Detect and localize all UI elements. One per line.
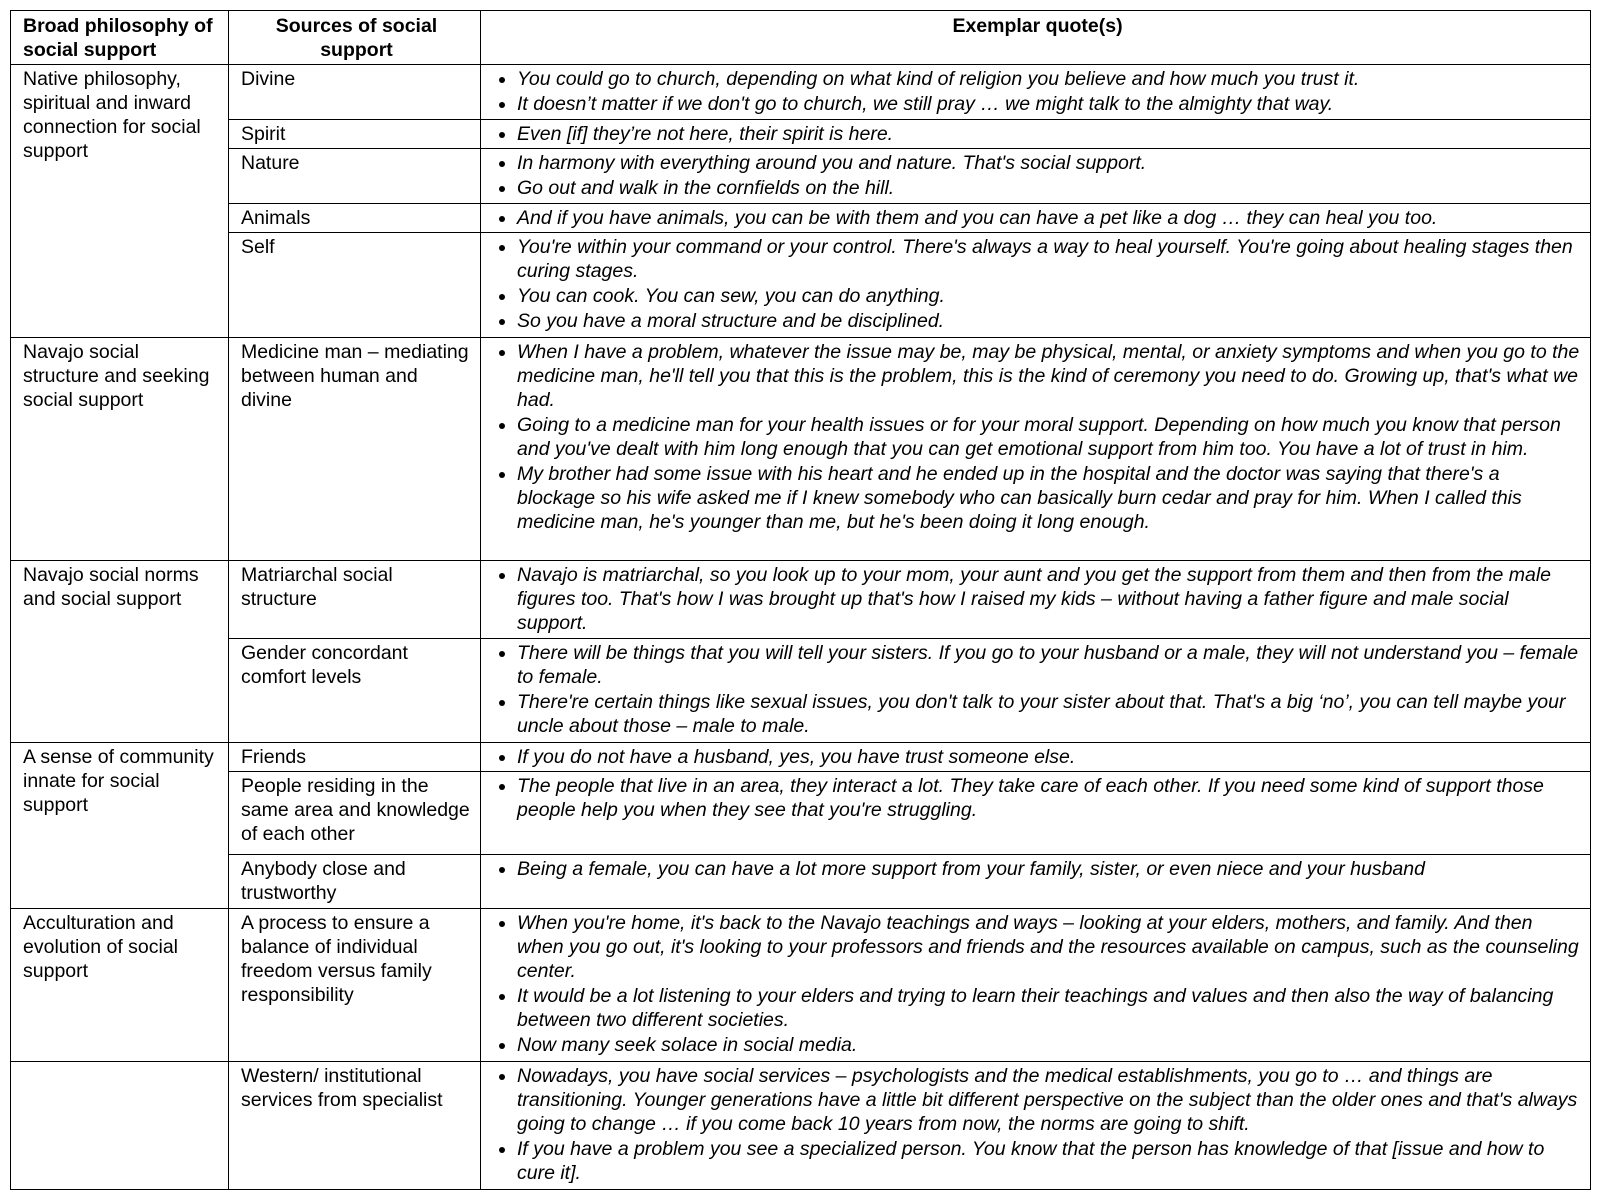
table-row (11, 908, 1591, 1061)
quote-item: • Go out and walk in the cornfields on the hill. (517, 176, 1582, 200)
source-cell: Nature (229, 149, 481, 204)
quote-item: • When I have a problem, whatever the issue may be, may be physical, mental, or anxiety symptoms and when you go to the medicine man, he'll tell you that this is the problem, this is the kind of ceremony you need to do. Growing up, that's what we had. (517, 340, 1582, 412)
quote-list (493, 911, 1582, 1057)
quote-item: • So you have a moral structure and be disciplined. (517, 309, 1582, 333)
quotes-cell (481, 203, 1591, 232)
header-broad-philosophy: Broad philosophy of social support (11, 11, 229, 65)
quote-list (493, 774, 1582, 822)
quote-item: • Even [if] they’re not here, their spirit is here. (517, 122, 1582, 146)
quotes-cell (481, 561, 1591, 639)
philosophy-cell (11, 1062, 229, 1190)
quote-list (493, 67, 1582, 116)
source-cell: Self (229, 233, 481, 337)
table-row (11, 233, 1591, 337)
quote-item: • Being a female, you can have a lot more support from your family, sister, or even niece and your husband (517, 857, 1582, 881)
table-row (11, 65, 1591, 120)
quote-item: • You're within your command or your control. There's always a way to heal yourself. You're going about healing stages then curing stages. (517, 235, 1582, 283)
quote-item: • You could go to church, depending on what kind of religion you believe and how much you trust it. (517, 67, 1582, 91)
table-row (11, 639, 1591, 742)
header-exemplar-quotes: Exemplar quote(s) (481, 11, 1591, 65)
quote-list (493, 857, 1582, 881)
source-cell: Animals (229, 203, 481, 232)
table-body (11, 65, 1591, 1190)
table-row (11, 1062, 1591, 1190)
philosophy-cell: Acculturation and evolution of social support (11, 908, 229, 1061)
quote-item: • There will be things that you will tell your sisters. If you go to your husband or a male, they will not understand you – female to female. (517, 641, 1582, 689)
quote-item: • Navajo is matriarchal, so you look up to your mom, your aunt and you get the support from them and then from the male figures too. That's how I was brought up that's how I raised my kids – without having a father figure and male social support. (517, 563, 1582, 635)
table-row (11, 149, 1591, 204)
quotes-cell (481, 639, 1591, 742)
header-row (11, 11, 1591, 65)
table-row (11, 855, 1591, 909)
quote-list (493, 235, 1582, 333)
quote-item: • If you do not have a husband, yes, you have trust someone else. (517, 745, 1582, 769)
quotes-cell (481, 119, 1591, 148)
table-row (11, 742, 1591, 771)
quote-list (493, 1064, 1582, 1185)
table-row (11, 771, 1591, 854)
social-support-table (10, 10, 1591, 1190)
source-cell: Western/ institutional services from specialist (229, 1062, 481, 1190)
philosophy-cell: Navajo social structure and seeking social support (11, 337, 229, 560)
source-cell: Spirit (229, 119, 481, 148)
source-cell: Friends (229, 742, 481, 771)
source-cell: A process to ensure a balance of individual freedom versus family responsibility (229, 908, 481, 1061)
quote-item: • It would be a lot listening to your elders and trying to learn their teachings and values and then also the way of balancing between two different societies. (517, 984, 1582, 1032)
quote-list (493, 122, 1582, 146)
philosophy-cell: A sense of community innate for social support (11, 742, 229, 908)
quotes-cell (481, 855, 1591, 909)
quotes-cell (481, 1062, 1591, 1190)
quote-list (493, 151, 1582, 200)
quote-list (493, 340, 1582, 534)
quote-item: • When you're home, it's back to the Navajo teachings and ways – looking at your elders, mothers, and family. And then when you go out, it's looking to your professors and friends and the resources available on campus, such as the counseling center. (517, 911, 1582, 983)
quote-item: • In harmony with everything around you and nature. That's social support. (517, 151, 1582, 175)
quote-item: • The people that live in an area, they interact a lot. They take care of each other. If you need some kind of support those people help you when they see that you're struggling. (517, 774, 1582, 822)
quotes-cell (481, 742, 1591, 771)
table-row (11, 203, 1591, 232)
quote-item: • And if you have animals, you can be with them and you can have a pet like a dog … they can heal you too. (517, 206, 1582, 230)
table-row (11, 119, 1591, 148)
quote-list (493, 745, 1582, 769)
quotes-cell (481, 771, 1591, 854)
quote-item: • You can cook. You can sew, you can do anything. (517, 284, 1582, 308)
source-cell: Medicine man – mediating between human and divine (229, 337, 481, 560)
table-row (11, 337, 1591, 560)
quote-item: • There're certain things like sexual issues, you don't talk to your sister about that. That's a big ‘no’, you can tell maybe your uncle about those – male to male. (517, 690, 1582, 738)
quote-list (493, 563, 1582, 635)
quote-item: • Going to a medicine man for your health issues or for your moral support. Depending on how much you know that person and you've dealt with him long enough that you can get emotional support from him too. You have a lot of trust in him. (517, 413, 1582, 461)
quotes-cell (481, 65, 1591, 120)
quote-list (493, 206, 1582, 230)
source-cell: Gender concordant comfort levels (229, 639, 481, 742)
source-cell: People residing in the same area and knowledge of each other (229, 771, 481, 854)
quotes-cell (481, 149, 1591, 204)
quote-list (493, 641, 1582, 738)
quotes-cell (481, 908, 1591, 1061)
source-cell: Divine (229, 65, 481, 120)
quotes-cell (481, 337, 1591, 560)
source-cell: Matriarchal social structure (229, 561, 481, 639)
quote-item: • Now many seek solace in social media. (517, 1033, 1582, 1057)
quote-item: • My brother had some issue with his heart and he ended up in the hospital and the doctor was saying that there's a blockage so his wife asked me if I knew somebody who can basically burn cedar and pray for him. When I called this medicine man, he's younger than me, but he's been doing it long enough. (517, 462, 1582, 534)
quote-item: • Nowadays, you have social services – psychologists and the medical establishments, you go to … and things are transitioning. Younger generations have a little bit different perspective on the subject than the older ones and that's always going to change … if you come back 10 years from now, the norms are going to shift. (517, 1064, 1582, 1136)
header-sources: Sources of social support (229, 11, 481, 65)
table-row (11, 561, 1591, 639)
philosophy-cell: Navajo social norms and social support (11, 561, 229, 743)
philosophy-cell: Native philosophy, spiritual and inward connection for social support (11, 65, 229, 338)
quote-item: • It doesn’t matter if we don't go to church, we still pray … we might talk to the almighty that way. (517, 92, 1582, 116)
quote-item: • If you have a problem you see a specialized person. You know that the person has knowledge of that [issue and how to cure it]. (517, 1137, 1582, 1185)
quotes-cell (481, 233, 1591, 337)
source-cell: Anybody close and trustworthy (229, 855, 481, 909)
